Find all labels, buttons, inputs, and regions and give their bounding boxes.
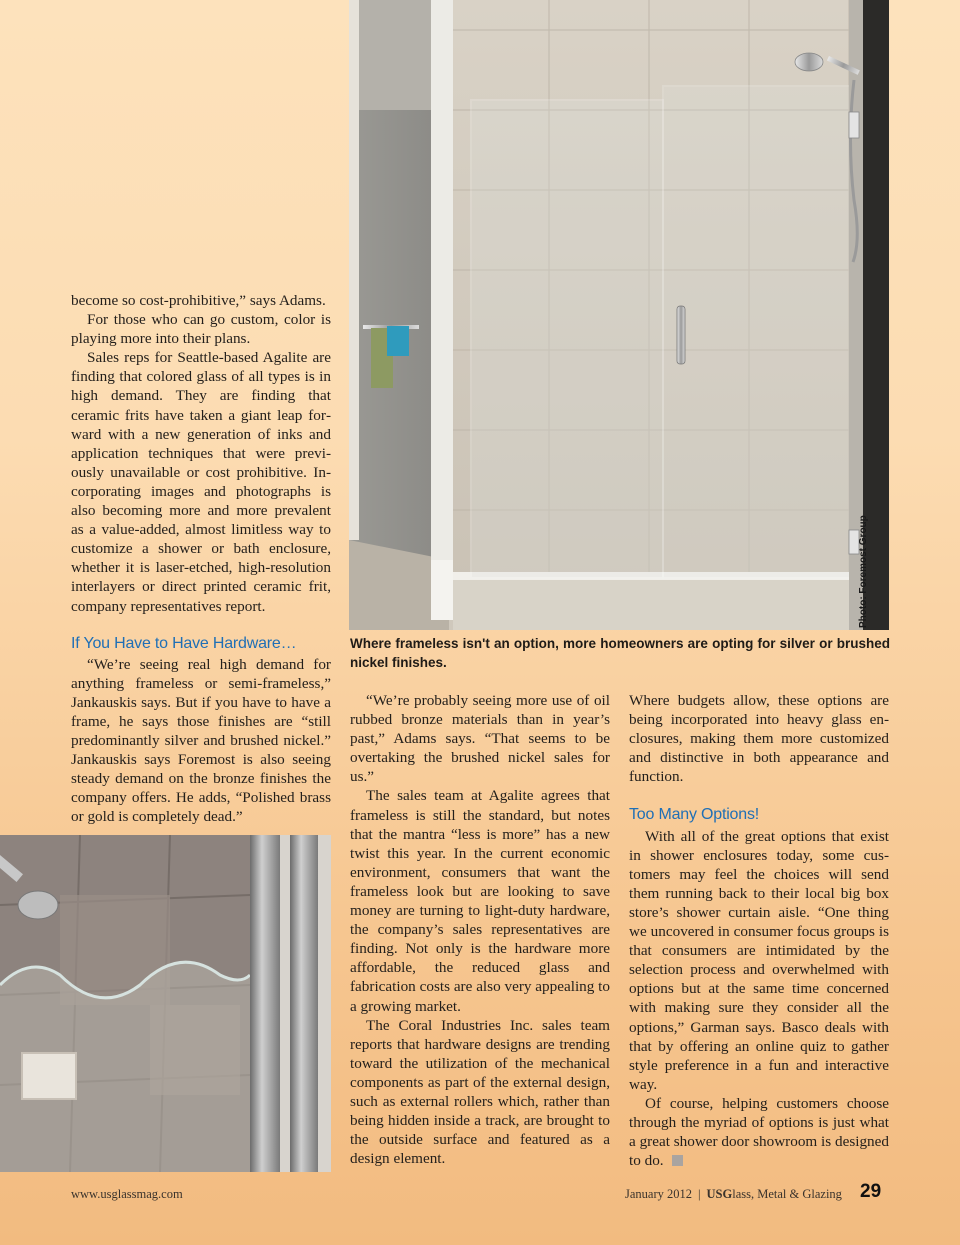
article-column-1	[71, 291, 331, 827]
shower-photo-illustration	[349, 0, 889, 630]
footer-website: www.usglassmag.com	[71, 1187, 183, 1201]
paragraph: The sales team at Agalite agrees that frameless is still the standard, but notes that the mantra “less is more” has a new twist this year. In the current economic environment, consumers that want the frameless look but are looking to save money are turning to light-duty hardware, the company’s sales representatives are finding. Not only is the hardware more affordable, the reduced glass and fabrication costs are also very appealing to a growing market.	[350, 787, 610, 1015]
footer-issue	[625, 1187, 842, 1202]
paragraph: With all of the great options that exist in shower enclosures today, some customers may feel the choices will send them running back to their local big box store’s shower curtain aisle. “One thing we uncovered in consumer focus groups is that consumers are intimidated by the selection process and overwhelmed with options but at the same time concerned with making sure they consider all the options,” Garman says. Basco deals with that by offering an online quiz to gather style preference in a fun and interactive way.	[629, 827, 889, 1093]
paragraph: Sales reps for Seattle-based Agalite are finding that colored glass of all types is in high demand. They are finding that ceramic frits have taken a giant leap forward with a new generation of inks and application techniques that were previously unavailable or cost prohibitive. Incorporating images and photographs is also becoming more and more prevalent as a value-added, almost limitless way to customize a shower or bath enclosure, whether it is laser-etched, high-resolution interlayers or direct printed ceramic frit, company representatives report.	[71, 349, 331, 615]
paragraph: The Coral Industries Inc. sales team reports that hardware designs are trending toward the utilization of the mechanical components as part of the external design, such as external rollers which, rather than being hidden inside a track, are brought to the outside surface and featured as a design element.	[350, 1016, 610, 1168]
photo-caption: Where frameless isn't an option, more homeowners are opting for silver or brushed nickel finishes.	[350, 636, 890, 670]
section-heading-options: Too Many Options!	[629, 806, 759, 824]
paragraph: “We’re probably seeing more use of oil rubbed bronze materials than in year’s past,” Adams says. “That seems to be overtaking the brushed nickel sales for us.”	[350, 692, 610, 786]
shower-detail-photo	[0, 835, 331, 1172]
footer-separator: |	[698, 1187, 701, 1201]
magazine-brand-bold: USG	[706, 1187, 733, 1201]
section-heading-hardware: If You Have to Have Hardware…	[71, 634, 297, 652]
paragraph-text: Of course, helping customers choose through the myriad of options is just what a great shower door showroom is designed to do.	[629, 1094, 889, 1170]
paragraph: For those who can go custom, color is playing more into their plans.	[71, 311, 331, 348]
paragraph: Where budgets allow, these options are being incorporated into heavy glass enclosures, making them more customized and distinctive in both appearance and function.	[629, 692, 889, 786]
paragraph-last	[629, 1094, 889, 1170]
end-of-article-icon	[672, 1155, 683, 1166]
magazine-brand-rest: lass, Metal & Glazing	[732, 1187, 842, 1201]
photo-credit: Photo: Foremost Group	[858, 515, 869, 628]
page-number: 29	[860, 1181, 882, 1202]
shower-enclosure-photo	[349, 0, 889, 630]
article-column-3	[629, 691, 889, 1170]
article-column-2	[350, 691, 610, 1168]
paragraph: “We’re seeing real high demand for anything frameless or semi-frameless,” Jankauskis says. But if you have to have a frame, he says those finishes are “still predominantly silver and brushed nickel.” Jankauskis says Foremost is also seeing steady demand on the bronze finishes the company offers. He adds, “Polished brass or gold is completely dead.”	[71, 655, 331, 826]
shower-detail-illustration	[0, 835, 331, 1172]
issue-date: January 2012	[625, 1187, 692, 1201]
paragraph: become so cost-prohibitive,” says Adams.	[71, 292, 326, 309]
